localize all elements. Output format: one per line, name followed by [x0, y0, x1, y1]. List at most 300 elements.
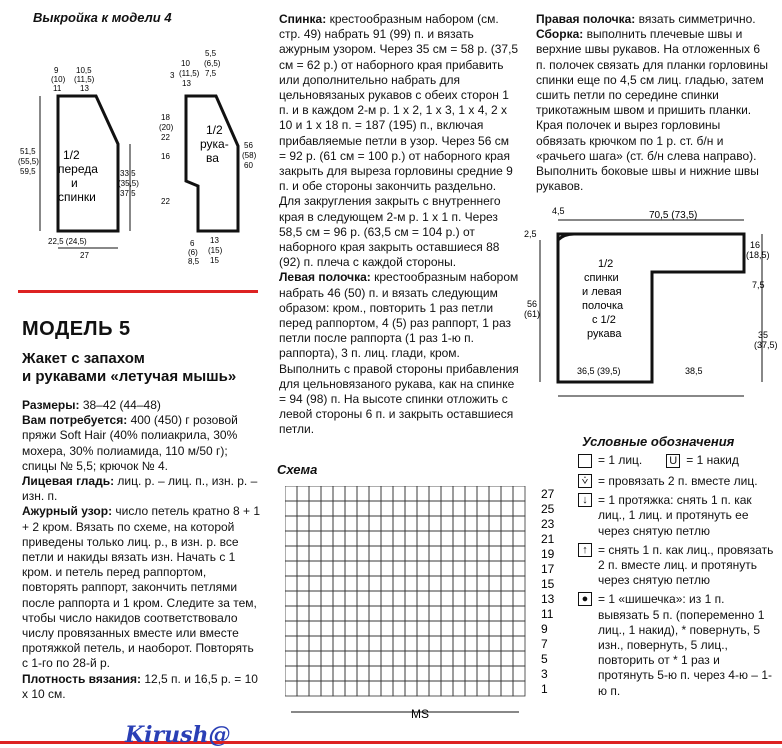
chart-cell [381, 591, 393, 606]
chart-cell [393, 531, 405, 546]
chart-cell [489, 576, 501, 591]
chart-cell [465, 561, 477, 576]
assembly-instructions: Правая полочка: вязать симметрично. Сборка: выполнить плечевые швы и верхние швы рукавов. На отложенных 6 п. полочек связать для планки горловины спинки еще по 4,5 см лиц. гладью, затем сшить петли по середине спинки трикотажным швом и пришить планки. Края полочек и вырез горловины обвязать крючком по 1 р. ст. б/н и «рачьего шага» (ст. б/н слева направо). Выполнить боковые швы и нижние швы рукавов. [536, 12, 768, 194]
chart-cell [393, 666, 405, 681]
chart-cell [501, 666, 513, 681]
row-number: 1 [541, 682, 548, 696]
chart-cell [345, 636, 357, 651]
chart-cell [369, 516, 381, 531]
chart-cell [381, 486, 393, 501]
yarn-over-icon: U [666, 454, 680, 468]
chart-cell [417, 666, 429, 681]
chart-cell [465, 516, 477, 531]
svg-text:15: 15 [210, 256, 219, 265]
chart-cell [465, 621, 477, 636]
chart-cell [417, 546, 429, 561]
legend: = 1 лиц. U = 1 накид ⩒ = провязать 2 п. вместе лиц. ↓ = 1 протяжка: снять 1 п. как лиц., 1 лиц. и протянуть ее через снятую петлю ↑ = снять 1 п. как лиц., провязать 2 п. вместе лиц. и протянуть через снятую петлю ● = 1 «шишечка»: из 1 п. вывязать 5 п. (попеременно 1 лиц., 1 накид), * повернуть, 5 изн., повернуть, 5 лиц., повторить от * 1 раз и протянуть 5-ю п. через 4-ю – 1-ю п. [578, 452, 778, 699]
chart-cell [429, 591, 441, 606]
section-divider [18, 290, 258, 293]
chart-cell [429, 576, 441, 591]
chart-cell [285, 606, 297, 621]
chart-cell [489, 666, 501, 681]
chart-cell [309, 651, 321, 666]
knit-symbol-icon [578, 454, 592, 468]
chart-cell [357, 501, 369, 516]
chart-cell [309, 636, 321, 651]
chart-cell [357, 636, 369, 651]
svg-text:51,5: 51,5 [20, 147, 36, 156]
chart-cell [285, 531, 297, 546]
model-title: МОДЕЛЬ 5 [22, 318, 131, 340]
jacket-title-line1: Жакет с запахом [22, 350, 145, 367]
chart-cell [309, 546, 321, 561]
chart-cell [381, 636, 393, 651]
chart-cell [489, 531, 501, 546]
chart-cell [501, 486, 513, 501]
svg-text:и левая: и левая [582, 286, 622, 298]
svg-text:3: 3 [170, 71, 175, 80]
chart-cell [321, 666, 333, 681]
chart-cell [393, 606, 405, 621]
chart-cell [441, 546, 453, 561]
row-number: 15 [541, 577, 555, 591]
svg-text:22,5 (24,5): 22,5 (24,5) [48, 237, 87, 246]
chart-cell [321, 606, 333, 621]
row-number: 7 [541, 637, 548, 651]
chart-cell [417, 561, 429, 576]
chart-cell [489, 606, 501, 621]
chart-cell [465, 501, 477, 516]
chart-cell [477, 636, 489, 651]
chart-cell [357, 561, 369, 576]
chart-cell [309, 501, 321, 516]
chart-cell [405, 636, 417, 651]
chart-cell [381, 531, 393, 546]
chart-cell [417, 606, 429, 621]
svg-text:(10): (10) [51, 75, 66, 84]
svg-text:16: 16 [161, 152, 170, 161]
chart-cell [405, 666, 417, 681]
chart-cell [357, 516, 369, 531]
row-number: 21 [541, 532, 555, 546]
chart-cell [381, 681, 393, 696]
svg-text:22: 22 [161, 133, 170, 142]
svg-text:38,5: 38,5 [685, 366, 703, 376]
jacket-title-line2: и рукавами «летучая мышь» [22, 368, 237, 385]
chart-cell [381, 621, 393, 636]
chart-cell [441, 681, 453, 696]
chart-cell [393, 591, 405, 606]
svg-text:6: 6 [190, 239, 195, 248]
chart-cell [513, 546, 525, 561]
chart-cell [285, 516, 297, 531]
chart-cell [453, 576, 465, 591]
svg-text:9: 9 [54, 66, 59, 75]
row-number: 9 [541, 622, 548, 636]
svg-text:7,5: 7,5 [205, 69, 217, 78]
svg-text:37,5: 37,5 [120, 189, 136, 198]
chart-cell [297, 591, 309, 606]
chart-cell [357, 666, 369, 681]
chart-cell [381, 561, 393, 576]
chart-cell [501, 651, 513, 666]
svg-text:спинки: спинки [584, 272, 619, 284]
knitting-chart [285, 486, 570, 726]
chart-cell [333, 486, 345, 501]
chart-cell [453, 681, 465, 696]
chart-cell [297, 576, 309, 591]
chart-cell [489, 486, 501, 501]
chart-cell [369, 561, 381, 576]
chart-cell [477, 606, 489, 621]
chart-cell [465, 531, 477, 546]
chart-cell [429, 666, 441, 681]
diag-front-l4: спинки [58, 190, 96, 204]
diag-front-l1: 1/2 [63, 148, 80, 162]
chart-cell [489, 681, 501, 696]
chart-cell [381, 606, 393, 621]
svg-text:(35,5): (35,5) [118, 179, 139, 188]
chart-cell [321, 531, 333, 546]
diag-front-l2: переда [58, 162, 98, 176]
chart-cell [513, 636, 525, 651]
chart-cell [321, 501, 333, 516]
row-number: 11 [541, 607, 554, 621]
chart-cell [465, 651, 477, 666]
chart-cell [501, 621, 513, 636]
chart-cell [345, 576, 357, 591]
svg-text:(58): (58) [242, 151, 257, 160]
chart-cell [369, 546, 381, 561]
chart-cell [453, 546, 465, 561]
svg-text:5,5: 5,5 [205, 49, 217, 58]
model5-specs: Размеры: 38–42 (44–48) Вам потребуется: 400 (450) г розовой пряжи Soft Hair (40% полиакрила, 30% мохера, 30% полиамида, 110 м/50 г); спицы № 5,5; крючок № 4. Лицевая гладь: лиц. р. – лиц. п., изн. р. – изн. п. Ажурный узор: число петель кратно 8 + 1 + 2 кром. Вязать по схеме, на которой приведены только лиц. р., в изн. р. все петли и накиды вязать изн. Начать с 1 кром. и петель перед раппортом, повторять раппорт, закончить петлями после раппорта и 1 кром. Следите за тем, чтобы число накидов соответствовало числу провязанных вместе или вместе протяжкой петель, и наоборот. Повторять с 1-го по 28-й р. Плотность вязания: 12,5 п. и 16,5 р. = 10 х 10 см. [22, 398, 261, 701]
chart-cell [333, 561, 345, 576]
chart-cell [309, 531, 321, 546]
chart-cell [309, 666, 321, 681]
chart-cell [405, 561, 417, 576]
chart-cell [477, 621, 489, 636]
svg-text:16: 16 [750, 240, 761, 250]
svg-text:22: 22 [161, 197, 170, 206]
diag-front-l3: и [71, 176, 78, 190]
chart-cell [441, 651, 453, 666]
chart-cell [285, 591, 297, 606]
row-number: 27 [541, 487, 555, 501]
chart-cell [441, 561, 453, 576]
chart-cell [489, 636, 501, 651]
row-number: 23 [541, 517, 555, 531]
chart-cell [369, 621, 381, 636]
chart-cell [321, 591, 333, 606]
chart-cell [285, 561, 297, 576]
chart-cell [357, 546, 369, 561]
svg-text:(20): (20) [159, 123, 174, 132]
chart-cell [513, 591, 525, 606]
svg-text:33,5: 33,5 [120, 169, 136, 178]
chart-cell [405, 531, 417, 546]
chart-cell [429, 636, 441, 651]
chart-cell [333, 681, 345, 696]
chart-cell [393, 516, 405, 531]
chart-cell [285, 576, 297, 591]
chart-cell [297, 621, 309, 636]
chart-cell [429, 501, 441, 516]
watermark: Kirush@ [125, 722, 231, 748]
chart-cell [285, 621, 297, 636]
chart-cell [477, 501, 489, 516]
chart-cell [489, 516, 501, 531]
chart-cell [513, 531, 525, 546]
chart-cell [369, 591, 381, 606]
chart-cell [417, 576, 429, 591]
chart-cell [513, 666, 525, 681]
chart-cell [489, 621, 501, 636]
chart-cell [453, 486, 465, 501]
chart-cell [393, 621, 405, 636]
chart-cell [345, 666, 357, 681]
chart-cell [489, 651, 501, 666]
sk2p-icon: ↑ [578, 543, 592, 557]
chart-cell [429, 531, 441, 546]
svg-text:7,5: 7,5 [752, 280, 765, 290]
chart-cell [465, 666, 477, 681]
ms-label: MS [411, 707, 429, 721]
chart-cell [501, 501, 513, 516]
chart-cell [417, 621, 429, 636]
chart-cell [333, 531, 345, 546]
svg-text:1/2: 1/2 [206, 123, 223, 137]
chart-cell [429, 651, 441, 666]
chart-cell [357, 621, 369, 636]
chart-cell [357, 576, 369, 591]
chart-cell [369, 606, 381, 621]
svg-text:(61): (61) [524, 309, 541, 319]
chart-cell [369, 681, 381, 696]
chart-cell [465, 636, 477, 651]
chart-cell [321, 681, 333, 696]
chart-cell [501, 516, 513, 531]
k2tog-icon: ⩒ [578, 474, 592, 488]
chart-cell [333, 636, 345, 651]
svg-text:(55,5): (55,5) [18, 157, 39, 166]
chart-cell [309, 621, 321, 636]
chart-cell [453, 651, 465, 666]
chart-cell [369, 501, 381, 516]
chart-cell [393, 561, 405, 576]
chart-cell [285, 651, 297, 666]
chart-cell [393, 636, 405, 651]
chart-cell [429, 546, 441, 561]
chart-cell [357, 486, 369, 501]
chart-cell [309, 681, 321, 696]
chart-cell [297, 666, 309, 681]
chart-cell [441, 531, 453, 546]
chart-cell [285, 636, 297, 651]
svg-text:13: 13 [182, 79, 191, 88]
chart-cell [333, 591, 345, 606]
chart-cell [321, 576, 333, 591]
chart-cell [441, 501, 453, 516]
chart-cell [297, 561, 309, 576]
scheme-title: Схема [277, 462, 318, 477]
svg-text:56: 56 [244, 141, 253, 150]
chart-cell [345, 531, 357, 546]
svg-text:18: 18 [161, 113, 170, 122]
chart-cell [441, 666, 453, 681]
chart-cell [345, 606, 357, 621]
svg-text:59,5: 59,5 [20, 167, 36, 176]
svg-text:1/2: 1/2 [598, 258, 614, 270]
chart-cell [381, 516, 393, 531]
chart-cell [477, 591, 489, 606]
chart-cell [321, 636, 333, 651]
chart-cell [321, 561, 333, 576]
svg-text:10,5: 10,5 [76, 66, 92, 75]
chart-cell [369, 651, 381, 666]
chart-cell [333, 651, 345, 666]
chart-cell [381, 651, 393, 666]
svg-text:полочка: полочка [582, 300, 624, 312]
row-number: 19 [541, 547, 555, 561]
chart-cell [333, 621, 345, 636]
svg-text:(6): (6) [188, 248, 198, 257]
chart-cell [417, 681, 429, 696]
chart-cell [441, 636, 453, 651]
chart-cell [321, 486, 333, 501]
svg-text:(18,5): (18,5) [746, 250, 770, 260]
chart-cell [417, 486, 429, 501]
svg-text:36,5 (39,5): 36,5 (39,5) [577, 366, 621, 376]
chart-cell [477, 666, 489, 681]
chart-cell [357, 606, 369, 621]
chart-cell [501, 681, 513, 696]
chart-cell [345, 516, 357, 531]
chart-cell [297, 651, 309, 666]
chart-cell [465, 606, 477, 621]
chart-cell [405, 546, 417, 561]
svg-text:(15): (15) [208, 246, 223, 255]
pattern-title: Выкройка к модели 4 [33, 10, 172, 25]
ssk-icon: ↓ [578, 493, 592, 507]
chart-cell [489, 501, 501, 516]
chart-cell [321, 651, 333, 666]
chart-cell [333, 576, 345, 591]
chart-cell [429, 621, 441, 636]
chart-cell [297, 636, 309, 651]
bobble-icon: ● [578, 592, 592, 606]
chart-cell [405, 606, 417, 621]
chart-cell [501, 531, 513, 546]
svg-text:рукава: рукава [587, 328, 622, 340]
chart-cell [381, 576, 393, 591]
chart-cell [333, 516, 345, 531]
chart-cell [345, 546, 357, 561]
chart-cell [441, 591, 453, 606]
chart-cell [345, 651, 357, 666]
chart-cell [297, 486, 309, 501]
chart-cell [297, 516, 309, 531]
chart-cell [357, 531, 369, 546]
chart-cell [513, 576, 525, 591]
chart-cell [417, 591, 429, 606]
chart-cell [321, 546, 333, 561]
chart-cell [417, 516, 429, 531]
chart-cell [381, 501, 393, 516]
chart-cell [465, 486, 477, 501]
chart-cell [429, 561, 441, 576]
chart-cell [513, 681, 525, 696]
chart-cell [453, 501, 465, 516]
chart-cell [405, 516, 417, 531]
chart-cell [513, 486, 525, 501]
svg-text:8,5: 8,5 [188, 257, 200, 266]
chart-cell [393, 486, 405, 501]
svg-text:70,5 (73,5): 70,5 (73,5) [649, 210, 698, 221]
chart-cell [393, 546, 405, 561]
chart-cell [405, 591, 417, 606]
chart-cell [369, 636, 381, 651]
chart-cell [429, 681, 441, 696]
chart-cell [345, 501, 357, 516]
svg-text:35: 35 [758, 330, 769, 340]
chart-cell [513, 651, 525, 666]
chart-cell [381, 666, 393, 681]
pattern-diagram-model5 [522, 200, 782, 415]
chart-cell [357, 591, 369, 606]
chart-cell [477, 516, 489, 531]
svg-text:27: 27 [80, 251, 89, 260]
chart-cell [501, 636, 513, 651]
chart-cell [453, 561, 465, 576]
chart-cell [297, 546, 309, 561]
chart-cell [285, 501, 297, 516]
svg-text:13: 13 [210, 236, 219, 245]
svg-text:ва: ва [206, 151, 219, 165]
svg-text:с 1/2: с 1/2 [592, 314, 616, 326]
chart-cell [285, 681, 297, 696]
chart-cell [453, 516, 465, 531]
chart-cell [405, 576, 417, 591]
svg-text:56: 56 [527, 299, 538, 309]
chart-cell [369, 486, 381, 501]
chart-cell [333, 546, 345, 561]
chart-cell [501, 546, 513, 561]
chart-cell [393, 651, 405, 666]
chart-cell [465, 576, 477, 591]
chart-cell [309, 561, 321, 576]
chart-cell [309, 486, 321, 501]
chart-cell [369, 666, 381, 681]
row-number: 13 [541, 592, 555, 606]
legend-title: Условные обозначения [582, 434, 735, 449]
svg-text:13: 13 [80, 84, 89, 93]
chart-cell [513, 516, 525, 531]
chart-cell [453, 666, 465, 681]
row-number: 17 [541, 562, 555, 576]
chart-cell [309, 576, 321, 591]
chart-cell [489, 546, 501, 561]
chart-cell [465, 681, 477, 696]
chart-cell [381, 546, 393, 561]
svg-text:(37,5): (37,5) [754, 340, 778, 350]
chart-cell [345, 621, 357, 636]
chart-cell [309, 606, 321, 621]
svg-text:2,5: 2,5 [524, 229, 537, 239]
chart-cell [513, 621, 525, 636]
chart-cell [321, 516, 333, 531]
chart-cell [429, 486, 441, 501]
